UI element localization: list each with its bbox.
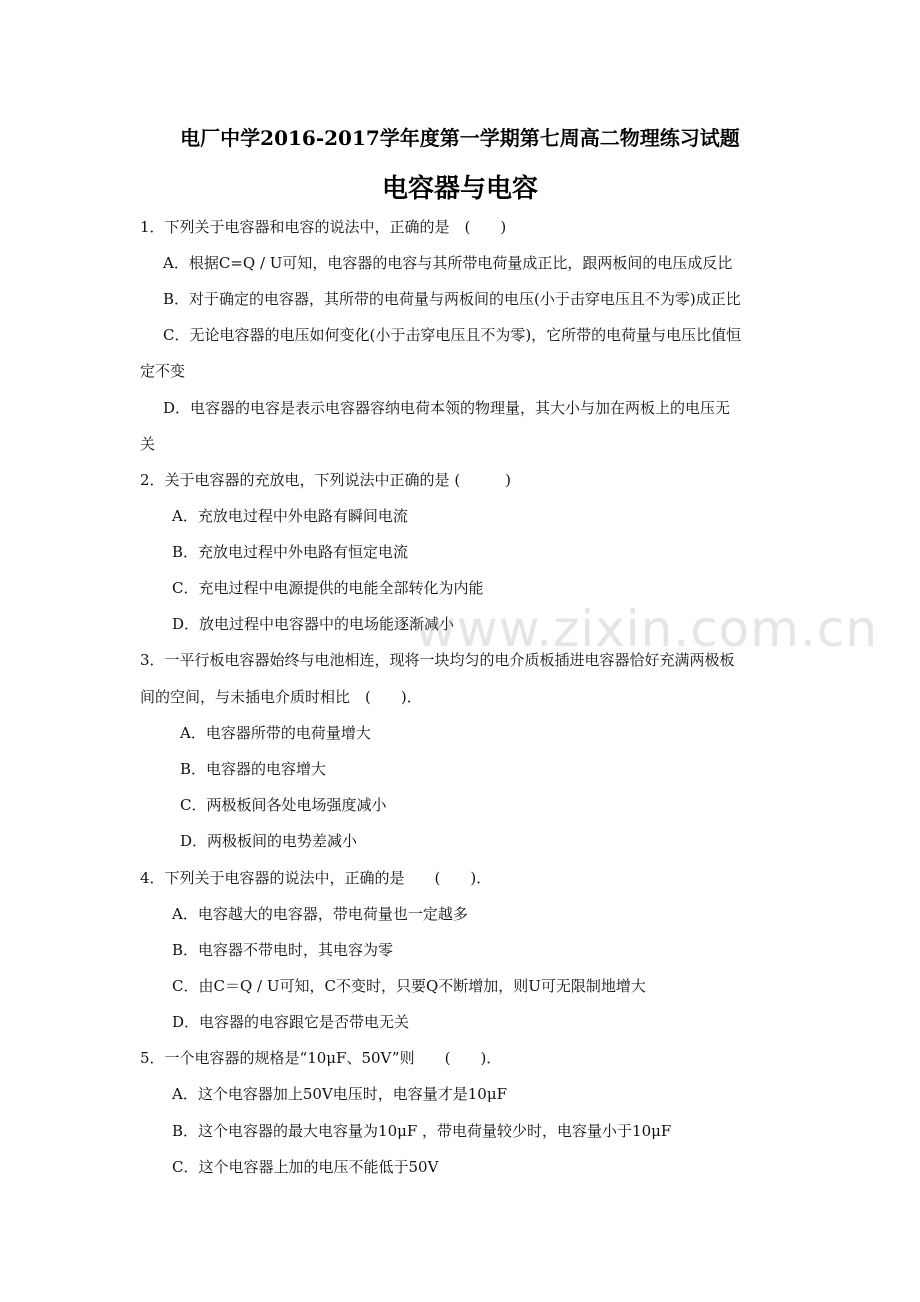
- question-2-option-c: C．充电过程中电源提供的电能全部转化为内能: [172, 579, 484, 597]
- question-3-option-d: D．两极板间的电势差减小: [180, 832, 358, 850]
- question-5-option-b: B．这个电容器的最大电容量为10μF ，带电荷量较少时，电容量小于10μF: [172, 1122, 672, 1140]
- question-2-option-d: D．放电过程中电容器中的电场能逐渐减小: [172, 615, 455, 633]
- question-1-option-b: B．对于确定的电容器，其所带的电荷量与两板间的电压(小于击穿电压且不为零)成正比: [163, 290, 741, 308]
- question-3-option-b: B．电容器的电容增大: [180, 760, 327, 778]
- question-4-option-a: A．电容越大的电容器，带电荷量也一定越多: [172, 905, 468, 923]
- section-title: 电容器与电容: [381, 174, 538, 204]
- question-4-option-b: B．电容器不带电时，其电容为零: [172, 941, 394, 959]
- watermark: www.zixin.com.cn: [415, 600, 879, 658]
- question-5-option-c: C．这个电容器上加的电压不能低于50V: [172, 1158, 439, 1176]
- question-1-option-c: C．无论电容器的电压如何变化(小于击穿电压且不为零)，它所带的电荷量与电压比值恒: [163, 326, 742, 344]
- question-1-option-a: A．根据C=Q / U可知，电容器的电容与其所带电荷量成正比，跟两板间的电压成反比: [163, 254, 733, 272]
- question-2-option-a: A．充放电过程中外电路有瞬间电流: [172, 507, 408, 525]
- question-4-option-c: C．由C＝Q / U可知，C不变时，只要Q不断增加，则U可无限制地增大: [172, 977, 646, 995]
- question-2-stem: 2．关于电容器的充放电，下列说法中正确的是 ( ): [140, 471, 512, 489]
- question-1-stem: 1．下列关于电容器和电容的说法中，正确的是 ( ): [140, 218, 507, 236]
- question-5-option-a: A．这个电容器加上50V电压时，电容量才是10μF: [172, 1085, 507, 1103]
- question-3-stem: 3．一平行板电容器始终与电池相连，现将一块均匀的电介质板插进电容器恰好充满两极板: [140, 651, 735, 669]
- question-1-option-c-cont: 定不变: [140, 362, 186, 380]
- question-3-option-a: A．电容器所带的电荷量增大: [180, 724, 371, 742]
- question-5-stem: 5．一个电容器的规格是“10μF、50V”则 ( )．: [140, 1049, 502, 1067]
- question-2-option-b: B．充放电过程中外电路有恒定电流: [172, 543, 409, 561]
- question-1-option-d: D．电容器的电容是表示电容器容纳电荷本领的物理量，其大小与加在两板上的电压无: [163, 399, 731, 417]
- question-3-stem-cont: 间的空间，与未插电介质时相比 ( )．: [140, 688, 422, 706]
- question-1-option-d-cont: 关: [140, 435, 156, 453]
- question-3-option-c: C．两极板间各处电场强度减小: [180, 796, 387, 814]
- header-title: 电厂中学2016-2017学年度第一学期第七周高二物理练习试题: [180, 126, 740, 150]
- question-4-stem: 4．下列关于电容器的说法中，正确的是 ( )．: [140, 869, 492, 887]
- question-4-option-d: D．电容器的电容跟它是否带电无关: [172, 1013, 410, 1031]
